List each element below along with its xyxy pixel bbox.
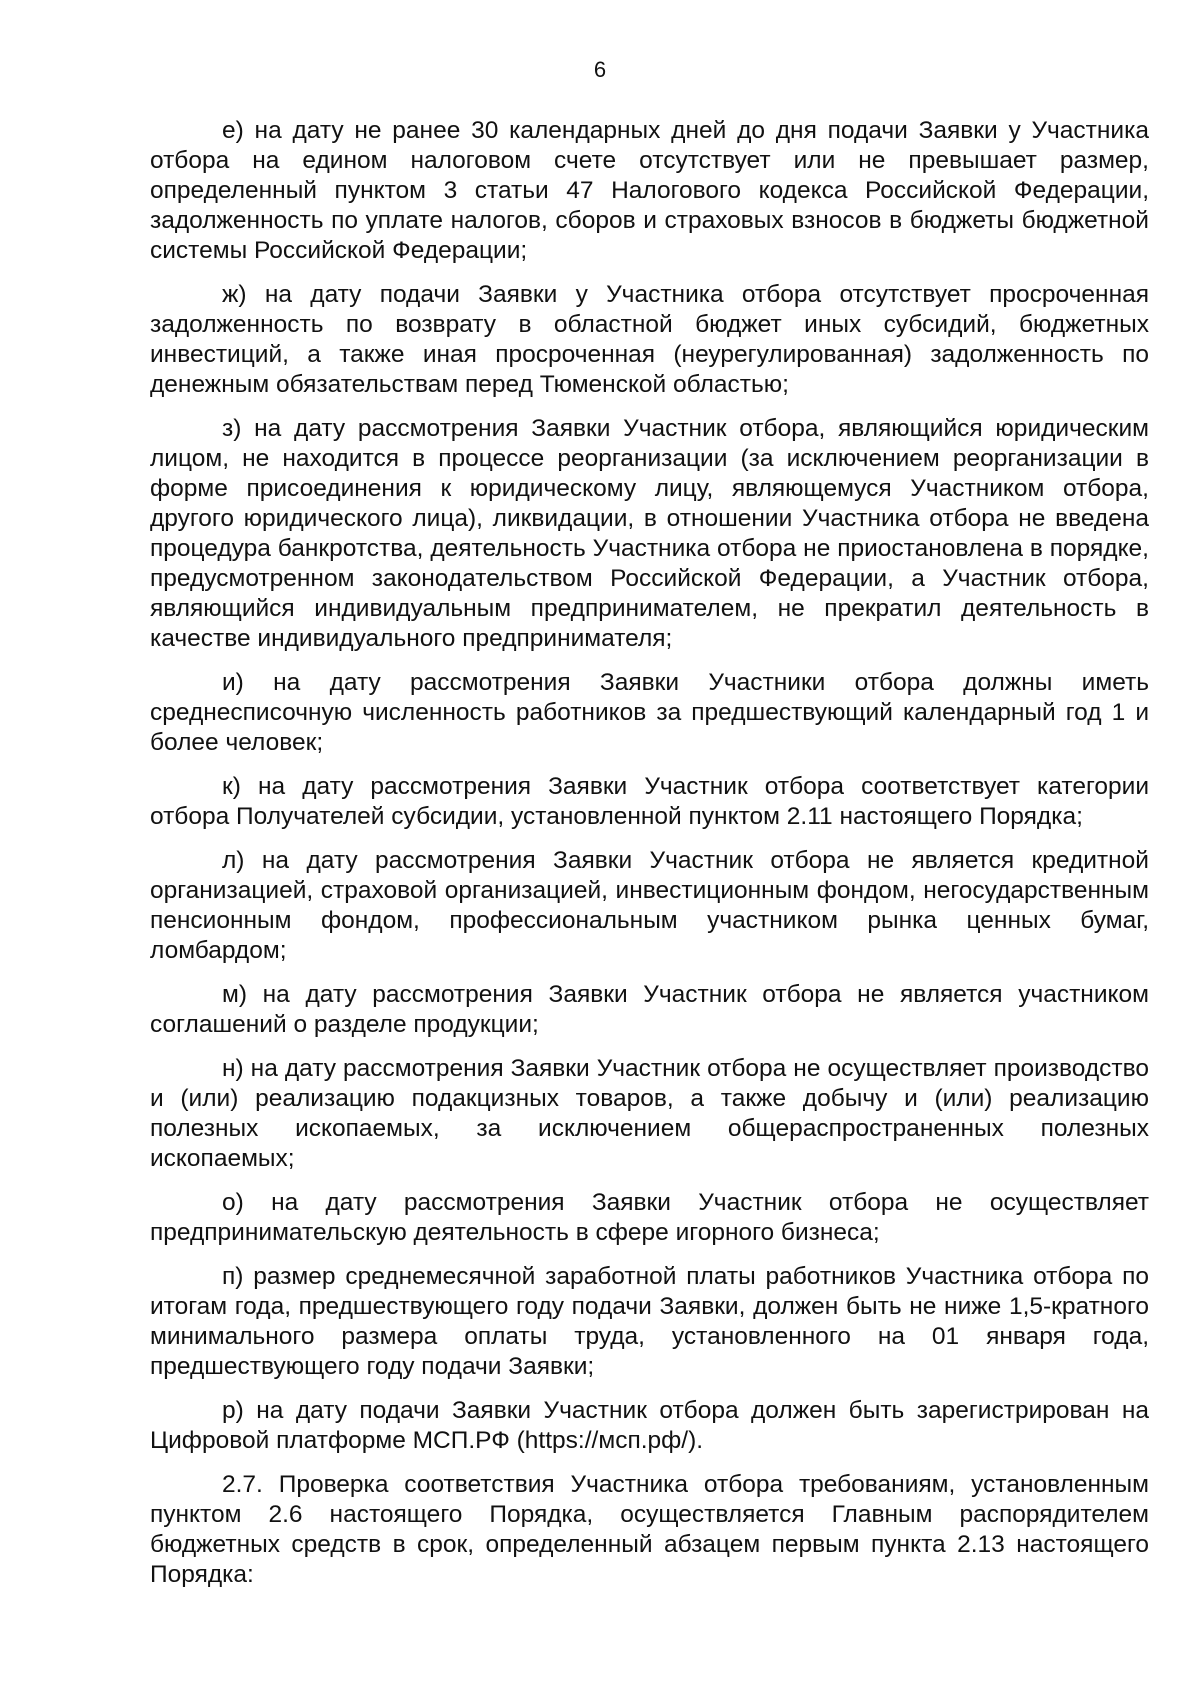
paragraph-e-tax-debt: е) на дату не ранее 30 календарных дней до дня подачи Заявки у Участника отбора на едином налоговом счете отсутствует или не превышает размер, определенный пунктом 3 статьи 47 Налогового кодекса Российской Федерации, задолженность по уплате налогов, сборов и страховых взносов в бюджеты бюджетной системы Российской Федерации;: [150, 117, 1149, 264]
paragraph-r-msp-platform: р) на дату подачи Заявки Участник отбора должен быть зарегистрирован на Цифровой платформе МСП.РФ (https://мсп.рф/).: [150, 1397, 1149, 1454]
paragraph-m-psa: м) на дату рассмотрения Заявки Участник отбора не является участником соглашений о разделе продукции;: [150, 981, 1149, 1038]
paragraph-l-financial-org: л) на дату рассмотрения Заявки Участник отбора не является кредитной организацией, страховой организацией, инвестиционным фондом, негосударственным пенсионным фондом, профессиональным участником рынка ценных бумаг, ломбардом;: [150, 847, 1149, 964]
paragraph-z-reorganization: з) на дату рассмотрения Заявки Участник отбора, являющийся юридическим лицом, не находится в процессе реорганизации (за исключением реорганизации в форме присоединения к юридическому лицу, являющемуся Участником отбора, другого юридического лица), ликвидации, в отношении Участника отбора не введена процедура банкротства, деятельность Участника отбора не приостановлена в порядке, предусмотренном законодательством Российской Федерации, а Участник отбора, являющийся индивидуальным предпринимателем, не прекратил деятельность в качестве индивидуального предпринимателя;: [150, 415, 1149, 652]
paragraph-k-category: к) на дату рассмотрения Заявки Участник отбора соответствует категории отбора Получателей субсидии, установленной пунктом 2.11 настоящего Порядка;: [150, 773, 1149, 830]
paragraph-i-headcount: и) на дату рассмотрения Заявки Участники отбора должны иметь среднесписочную численность работников за предшествующий календарный год 1 и более человек;: [150, 669, 1149, 756]
paragraph-n-excise-goods: н) на дату рассмотрения Заявки Участник отбора не осуществляет производство и (или) реализацию подакцизных товаров, а также добычу и (или) реализацию полезных ископаемых, за исключением общераспространенных полезных ископаемых;: [150, 1055, 1149, 1172]
document-body: [150, 116, 1149, 1604]
paragraph-p-salary: п) размер среднемесячной заработной платы работников Участника отбора по итогам года, предшествующего году подачи Заявки, должен быть не ниже 1,5-кратного минимального размера оплаты труда, установленного на 01 января года, предшествующего году подачи Заявки;: [150, 1263, 1149, 1380]
paragraph-o-gambling: о) на дату рассмотрения Заявки Участник отбора не осуществляет предпринимательскую деятельность в сфере игорного бизнеса;: [150, 1189, 1149, 1246]
paragraph-zh-overdue-debt: ж) на дату подачи Заявки у Участника отбора отсутствует просроченная задолженность по возврату в областной бюджет иных субсидий, бюджетных инвестиций, а также иная просроченная (неурегулированная) задолженность по денежным обязательствам перед Тюменской областью;: [150, 281, 1149, 398]
page-number: 6: [593, 57, 607, 82]
paragraph-2-7-verification: 2.7. Проверка соответствия Участника отбора требованиям, установленным пунктом 2.6 настоящего Порядка, осуществляется Главным распорядителем бюджетных средств в срок, определенный абзацем первым пункта 2.13 настоящего Порядка:: [150, 1471, 1149, 1588]
